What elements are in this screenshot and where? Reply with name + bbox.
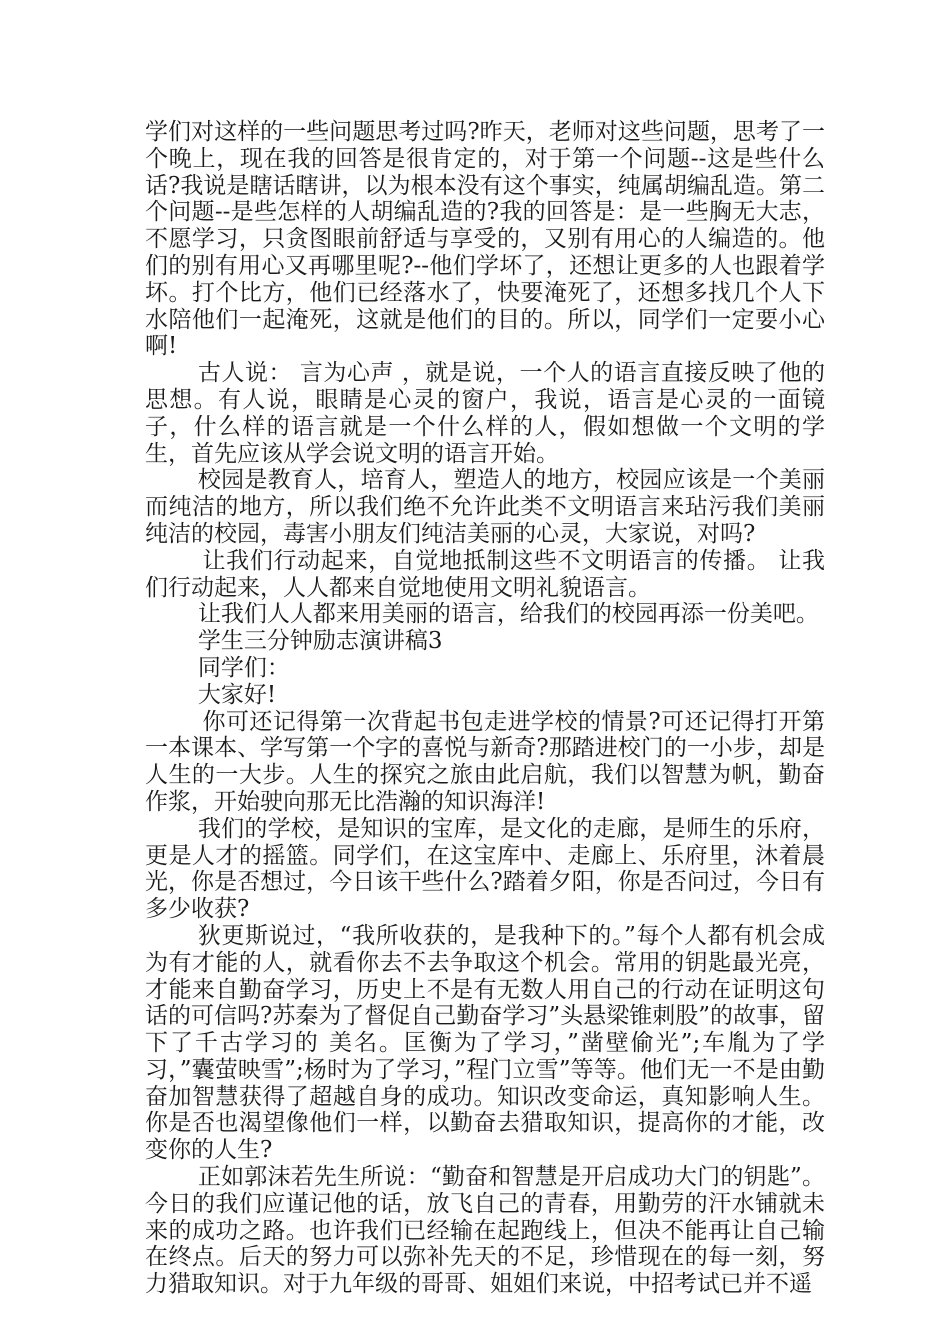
salutation: 同学们： — [197, 654, 290, 681]
paragraph-4: 让我们行动起来，自觉地抵制这些不文明语言的传播。 让我们行动起来，人人都来自觉地使用文明礼貌语言。 — [145, 547, 825, 601]
paragraph-5: 让我们人人都来用美丽的语言，给我们的校园再添一份美吧。 — [197, 601, 819, 628]
paragraph-2: 古人说： 言为心声 ，就是说，一个人的语言直接反映了他的思想。有人说，眼睛是心灵的窗户，我说，语言是心灵的一面镜子，什么样的语言就是一个什么样的人，假如想做一个文明的学生，首先应该从学会说文明的语言开始。 — [145, 360, 825, 467]
paragraph-10: 我们的学校，是知识的宝库，是文化的走廊，是师生的乐府，更是人才的摇篮。同学们，在这宝库中、走廊上、乐府里，沐着晨光，你是否想过，今日该干些什么?踏着夕阳，你是否问过，今日有多少收获? — [145, 815, 825, 923]
paragraph-9: 你可还记得第一次背起书包走进学校的情景?可还记得打开第一本课本、学写第一个字的喜悦与新奇?那踏进校门的一小步，却是人生的一大步。人生的探究之旅由此启航，我们以智慧为帆，勤奋作浆，开始驶向那无比浩瀚的知识海洋! — [145, 708, 825, 815]
greeting: 大家好! — [197, 681, 277, 708]
paragraph-3: 校园是教育人，培育人，塑造人的地方，校园应该是一个美丽而纯洁的地方，所以我们绝不允许此类不文明语言来玷污我们美丽纯洁的校园，毒害小朋友们纯洁美丽的心灵，大家说，对吗? — [145, 467, 825, 547]
paragraph-1: 学们对这样的一些问题思考过吗?昨天，老师对这些问题，思考了一个晚上，现在我的回答是很肯定的，对于第一个问题--这是些什么话?我说是瞎话瞎讲，以为根本没有这个事实，纯属胡编乱造。第二个问题--是些怎样的人胡编乱造的?我的回答是：是一些胸无大志，不愿学习，只贪图眼前舒适与享受的，又别有用心的人编造的。他们的别有用心又再哪里呢?--他们学坏了，还想让更多的人也跟着学坏。打个比方，他们已经落水了，快要淹死了，还想多找几个人下水陪他们一起淹死，这就是他们的目的。所以，同学们一定要小心啊! — [145, 119, 825, 360]
document-body — [145, 119, 825, 1298]
paragraph-11: 狄更斯说过，“我所收获的，是我种下的。”每个人都有机会成为有才能的人，就看你去不去争取这个机会。常用的钥匙最光亮，才能来自勤奋学习，历史上不是有无数人用自己的行动在证明这句话的可信吗?苏秦为了督促自己勤奋学习”头悬梁锥刺股”的故事，留下了千古学习的 美名。匡衡为了学习，”凿壁偷光”;车胤为了学习，”囊萤映雪”;杨时为了学习，”程门立雪”等等。他们无一不是由勤奋加智慧获得了超越自身的成功。知识改变命运，真知影响人生。你是否也渴望像他们一样，以勤奋去猎取知识，提高你的才能，改变你的人生? — [145, 922, 825, 1164]
paragraph-12: 正如郭沫若先生所说：“勤奋和智慧是开启成功大门的钥匙”。今日的我们应谨记他的话，放飞自己的青春，用勤劳的汗水铺就未来的成功之路。也许我们已经输在起跑线上，但决不能再让自己输在终点。后天的努力可以弥补先天的不足，珍惜现在的每一刻，努力猎取知识。对于九年级的哥哥、姐姐们来说，中招考试已并不遥 — [145, 1164, 825, 1298]
section-title: 学生三分钟励志演讲稿3 — [197, 628, 443, 655]
